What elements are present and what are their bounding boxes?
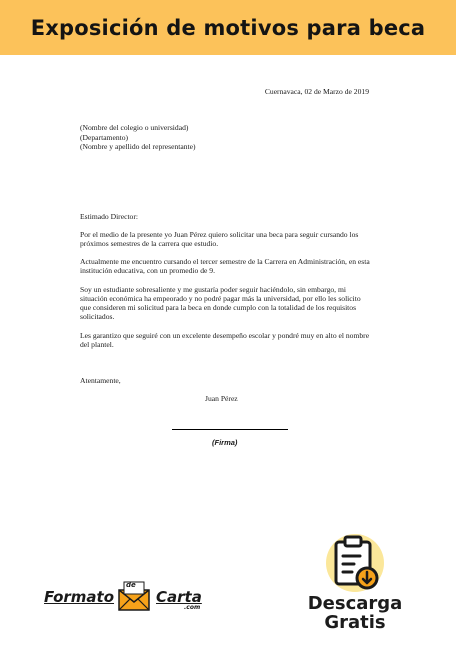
address-line: (Departamento) <box>80 132 129 142</box>
logo-word-carta: Carta <box>156 588 202 606</box>
address-line: (Nombre y apellido del representante) <box>80 142 196 151</box>
body-paragraph: Les garantizo que seguiré con un excelente desempeño escolar y pondré muy en alto el nombre del plantel. <box>80 331 370 349</box>
logo-suffix: .com <box>184 604 201 611</box>
letter-date: Cuernavaca, 02 de Marzo de 2019 <box>264 87 369 96</box>
recipient-address <box>80 123 370 152</box>
formato-de-carta-logo[interactable] <box>44 578 214 614</box>
greeting: Estimado Director: <box>80 212 138 221</box>
download-button[interactable] <box>300 530 410 640</box>
download-label <box>300 594 410 632</box>
download-label-line2: Gratis <box>324 612 386 633</box>
body-paragraph: Actualmente me encuentro cursando el tercer semestre de la Carrera en Administración, en esta institución educativa, con un promedio de 9. <box>80 257 370 275</box>
address-line: (Nombre del colegio o universidad) <box>80 123 189 132</box>
title-banner <box>0 0 456 55</box>
logo-word-formato: Formato <box>44 588 115 606</box>
signature-label: (Firma) <box>212 438 238 447</box>
logo-word-de: de <box>126 581 136 589</box>
body-paragraph: Soy un estudiante sobresaliente y me gustaría poder seguir haciéndolo, sin embargo, mi situación económica ha empeorado y no podré pagar más la universidad, por ello les solicito que consideren mi solicitud para la beca en donde cumplo con la totalidad de los requisitos solicitados. <box>80 285 361 321</box>
download-label-line1: Descarga <box>307 593 403 614</box>
closing: Atentamente, <box>80 376 121 385</box>
clipboard-download-icon <box>330 534 382 594</box>
body-paragraph: Por el medio de la presente yo Juan Pérez quiero solicitar una beca para seguir cursando los próximos semestres de la carrera que estudio. <box>80 230 359 248</box>
sender-name: Juan Pérez <box>205 394 238 403</box>
page-title: Exposición de motivos para beca <box>30 15 426 40</box>
signature-line <box>172 429 288 430</box>
